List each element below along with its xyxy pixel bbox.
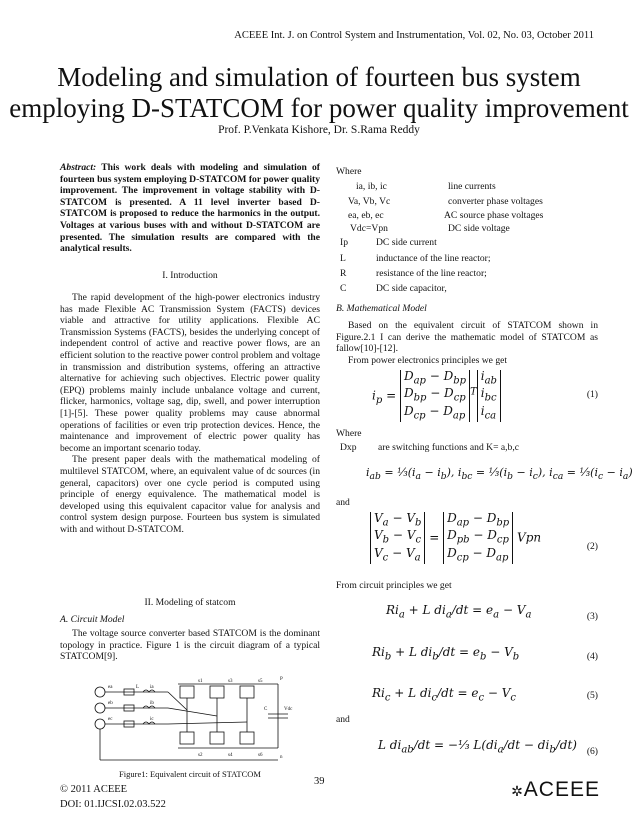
- abstract-label: Abstract:: [60, 162, 97, 173]
- svg-text:ic: ic: [150, 717, 154, 722]
- var-sym: Ip: [340, 237, 348, 248]
- svg-text:eb: eb: [108, 701, 113, 706]
- svg-text:s6: s6: [258, 753, 263, 758]
- var-desc: DC side capacitor,: [376, 283, 447, 294]
- abstract: [60, 162, 320, 255]
- authors: Prof. P.Venkata Kishore, Dr. S.Rama Reddy: [218, 124, 420, 136]
- svg-text:s5: s5: [258, 679, 263, 684]
- subsection-math-model: B. Mathematical Model: [336, 303, 427, 314]
- subsection-circuit-model: A. Circuit Model: [60, 614, 125, 625]
- aceee-logo: ✲ACEEE: [511, 778, 600, 801]
- journal-header: ACEEE Int. J. on Control System and Instrumentation, Vol. 02, No. 03, October 2011: [234, 30, 594, 41]
- svg-text:Vdc: Vdc: [284, 707, 293, 712]
- equation-4: $Ri_b + L$ $di_b/dt = e_b - V_b$: [372, 645, 520, 663]
- svg-text:P: P: [280, 677, 283, 682]
- section-modeling-heading: II. Modeling of statcom: [144, 597, 236, 608]
- equation-3: $Ri_a + L$ $di_a/dt = e_a - V_a$: [386, 603, 532, 621]
- var-desc: resistance of the line reactor;: [376, 268, 487, 279]
- copyright: © 2011 ACEEE: [60, 784, 128, 795]
- abstract-text: This work deals with modeling and simulation of fourteen bus system employing D-STATCOM for power quality improvement. The improvement in voltage stability with D-STATCOM is presented. A 11 level inverter based D-STATCOM is proposed to reduce the harmonics in the output. Voltages at various buses with and without D-STATCOM are presented. The simulation results are compared with the analytical results.: [60, 162, 320, 255]
- figure-caption: Figure1: Equivalent circuit of STATCOM: [119, 769, 261, 779]
- svg-text:ib: ib: [150, 701, 154, 706]
- equation-number: (6): [586, 746, 598, 757]
- svg-text:L: L: [136, 685, 140, 690]
- dxp-symbol: Dxp: [340, 442, 357, 453]
- doi: DOI: 01.IJCSI.02.03.522: [60, 799, 166, 810]
- math-paragraph: Based on the equivalent circuit of STATCOM shown in Figure.2.1 I can derive the mathematic model of STATCOM as fallow[10]-[12]. From power electronics principles we get: [336, 320, 598, 366]
- var-desc: DC side voltage: [448, 223, 510, 234]
- where-label-2: Where: [336, 428, 362, 439]
- var-sym: C: [340, 283, 347, 294]
- var-sym: L: [340, 253, 346, 264]
- equation-number: (3): [586, 611, 598, 622]
- equation-number: (1): [586, 389, 598, 400]
- intro-paragraph-2: The present paper deals with the mathematical modeling of multilevel STATCOM, where, an equivalent value of dc sources (in general, capacitors) over one cycle period is computed using principle of energy equivalence. The mathematical model is developed using this equivalent capacitor value for analysis and control system design purpose. Fourteen bus system is simulated with and without D-STATCOM.: [60, 454, 320, 535]
- var-desc: line currents: [448, 181, 496, 192]
- equation-number: (4): [586, 651, 598, 662]
- section-introduction-heading: I. Introduction: [162, 270, 218, 281]
- equation-5: $Ri_c + L$ $di_c/dt = e_c - V_c$: [372, 686, 517, 704]
- equation-currents: $i_{ab}$ = $\frac{1}{3}(i_a - i_b)$, $i_{bc}$ = $\frac{1}{3}(i_b - i_c)$, $i_{ca}$ = $\frac{1}{3}(i_c - i_a)$: [366, 466, 633, 483]
- var-desc: converter phase voltages: [448, 196, 543, 207]
- svg-text:s2: s2: [198, 753, 203, 758]
- var-desc: inductance of the line reactor;: [376, 253, 491, 264]
- svg-text:s3: s3: [228, 679, 233, 684]
- and-label: and: [336, 497, 350, 508]
- dxp-description: are switching functions and K= a,b,c: [378, 442, 520, 453]
- logo-mark-icon: ✲: [511, 783, 524, 799]
- svg-text:ia: ia: [150, 685, 154, 690]
- from-circuit-line: From circuit principles we get: [336, 580, 452, 591]
- intro-paragraph-1: The rapid development of the high-power electronics industry has made Flexible AC Transmission System (FACTS) devices viable and attractive for utility applications. Flexible AC Transmission Systems (FACTS), besides the underlying concept of independent control of active and reactive power flows, are an efficient solution to the reactive power control problem and voltage in transmission and distribution systems, offering an attractive alternative for achieving such objectives. Electric power quality (EPQ) problems mainly include unbalance voltage and current, flicker, harmonics, voltage sag, dip, swell, and power interruption [1]-[5]. These power quality problems may cause abnormal operations of facilities or even trip protection devices. Hence, the maintenance and improvement of electric power quality has become an important scenario today. The present paper deals with the mathematical modeling of multilevel STATCOM, where, an equivalent value of dc sources (in general, capacitors) over one cycle period is computed using principle of energy equivalence. The mathematical model is developed using this equivalent capacitor value for analysis and control system design purpose. Fourteen bus system is simulated with and without D-STATCOM.: [60, 292, 320, 535]
- svg-text:ec: ec: [108, 717, 113, 722]
- var-sym: ea, eb, ec: [348, 210, 384, 221]
- var-desc: DC side current: [376, 237, 437, 248]
- var-sym: Va, Vb, Vc: [348, 196, 391, 207]
- paper-title: Modeling and simulation of fourteen bus system employing D-STATCOM for power quality improvement: [9, 62, 629, 123]
- svg-text:s4: s4: [228, 753, 233, 758]
- equation-1: $i_p = D_{ap} - D_{bp}$ $D_{bp} - D_{cp}$ $D_{cp} - D_{ap}^Ti_{ab}$ $i_{bc}$ $i_{ca}$: [372, 370, 501, 422]
- and-label-2: and: [336, 714, 350, 725]
- where-label: Where: [336, 166, 362, 177]
- equation-number: (5): [586, 690, 598, 701]
- svg-text:ea: ea: [108, 685, 113, 690]
- circuit-paragraph: The voltage source converter based STATCOM is the dominant topology in practice. Figure 1 is the circuit diagram of a typical STATCOM[9].: [60, 628, 320, 663]
- var-sym: R: [340, 268, 347, 279]
- svg-text:n: n: [280, 755, 283, 760]
- equation-6: L $di_{ab}/dt$ = −⅓ $L(di_a/dt - di_b/dt)$: [378, 738, 577, 756]
- equation-number: (2): [586, 541, 598, 552]
- var-sym: Vdc=Vpn: [350, 223, 388, 234]
- statcom-circuit-figure: [88, 670, 306, 768]
- equation-2: $V_a - V_b$ $V_b - V_c$ $V_c - V_a = D_{ap} - D_{bp}$ $D_{pb} - D_{cp}$ $D_{cp} - D_{ap}$ Vpn: [370, 512, 541, 564]
- from-power-line: From power electronics principles we get: [348, 354, 508, 366]
- var-desc: AC source phase voltages: [444, 210, 544, 221]
- page-number: 39: [314, 776, 325, 787]
- svg-text:s1: s1: [198, 679, 203, 684]
- svg-text:C: C: [264, 707, 268, 712]
- var-sym: ia, ib, ic: [356, 181, 387, 192]
